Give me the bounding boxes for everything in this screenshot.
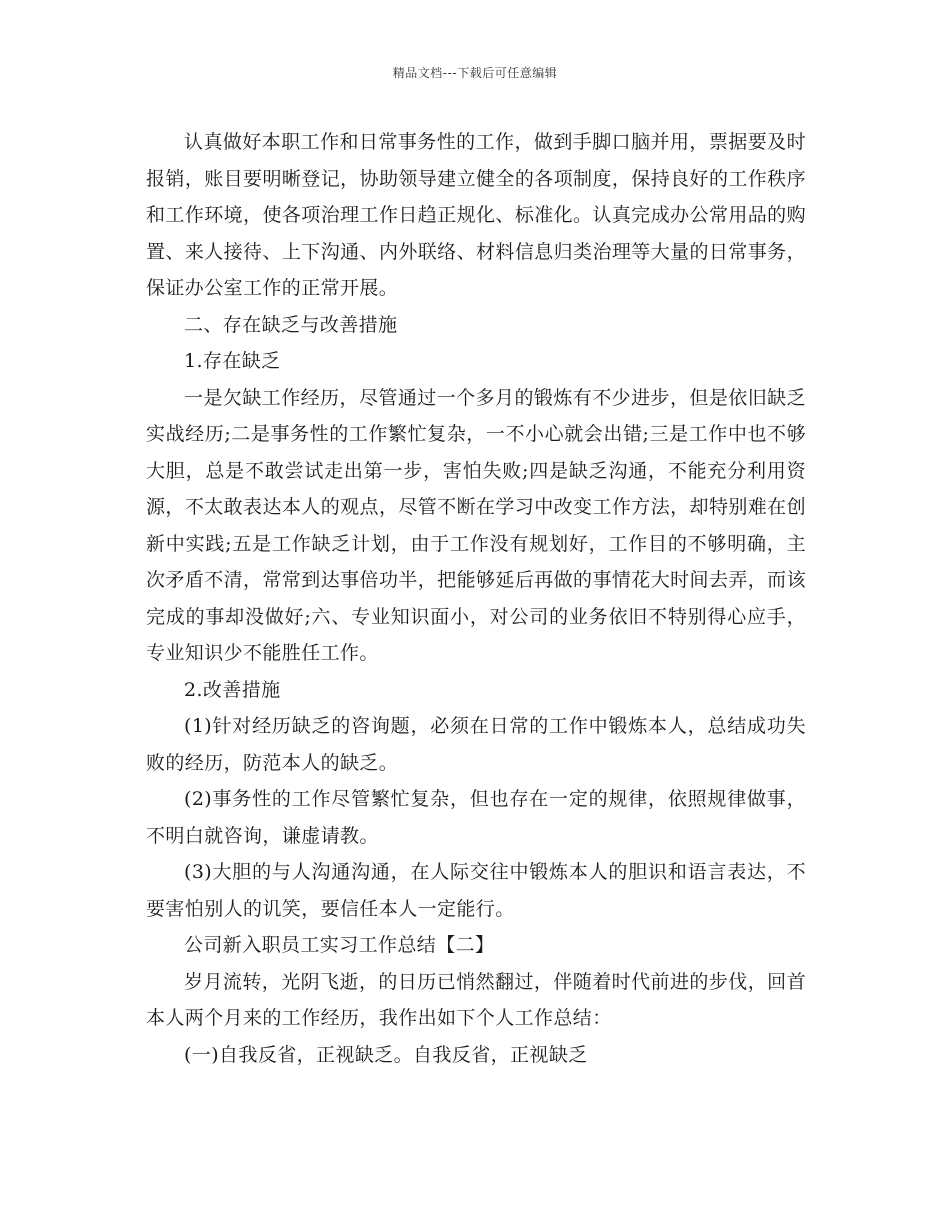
- subheading-improvements: 2.改善措施: [184, 678, 281, 701]
- paragraph-improvement-2: (2)事务性的工作尽管繁忙复杂，但也存在一定的规律，依照规律做事，不明白就咨询，谦虚请教。: [146, 788, 806, 847]
- paragraph-improvement-1: (1)针对经历缺乏的咨询题，必须在日常的工作中锻炼本人，总结成功失败的经历，防范本人的缺乏。: [146, 715, 806, 774]
- paragraph-improvement-3: (3)大胆的与人沟通沟通，在人际交往中锻炼本人的胆识和语言表达，不要害怕别人的讥笑，要信任本人一定能行。: [146, 861, 806, 920]
- page-header: 精品文档---下载后可任意编辑: [392, 66, 558, 80]
- paragraph-summary-intro: 岁月流转，光阴飞逝，的日历已悄然翻过，伴随着时代前进的步伐，回首本人两个月来的工作经历，我作出如下个人工作总结：: [146, 970, 806, 1029]
- paragraph-office-duties: 认真做好本职工作和日常事务性的工作，做到手脚口脑并用，票据要及时报销，账目要明晰登记，协助领导建立健全的各项制度，保持良好的工作秩序和工作环境，使各项治理工作日趋正规化、标准化。认真完成办公常用品的购置、来人接待、上下沟通、内外联络、材料信息归类治理等大量的日常事务，保证办公室工作的正常开展。: [146, 131, 806, 299]
- section-heading-shortcomings: 二、存在缺乏与改善措施: [184, 313, 398, 336]
- section-title-summary-two: 公司新入职员工实习工作总结【二】: [184, 934, 495, 956]
- subheading-shortcomings: 1.存在缺乏: [184, 350, 281, 372]
- paragraph-self-reflection: (一)自我反省，正视缺乏。自我反省，正视缺乏: [184, 1043, 588, 1066]
- document-body: [146, 124, 806, 1073]
- paragraph-shortcomings-list: 一是欠缺工作经历，尽管通过一个多月的锻炼有不少进步，但是依旧缺乏实战经历;二是事务性的工作繁忙复杂，一不小心就会出错;三是工作中也不够大胆，总是不敢尝试走出第一步，害怕失败;四是缺乏沟通，不能充分利用资源，不太敢表达本人的观点，尽管不断在学习中改变工作方法，却特别难在创新中实践;五是工作缺乏计划，由于工作没有规划好，工作目的不够明确，主次矛盾不清，常常到达事倍功半，把能够延后再做的事情花大时间去弄，而该完成的事却没做好;六、专业知识面小，对公司的业务依旧不特别得心应手，专业知识少不能胜任工作。: [146, 386, 806, 664]
